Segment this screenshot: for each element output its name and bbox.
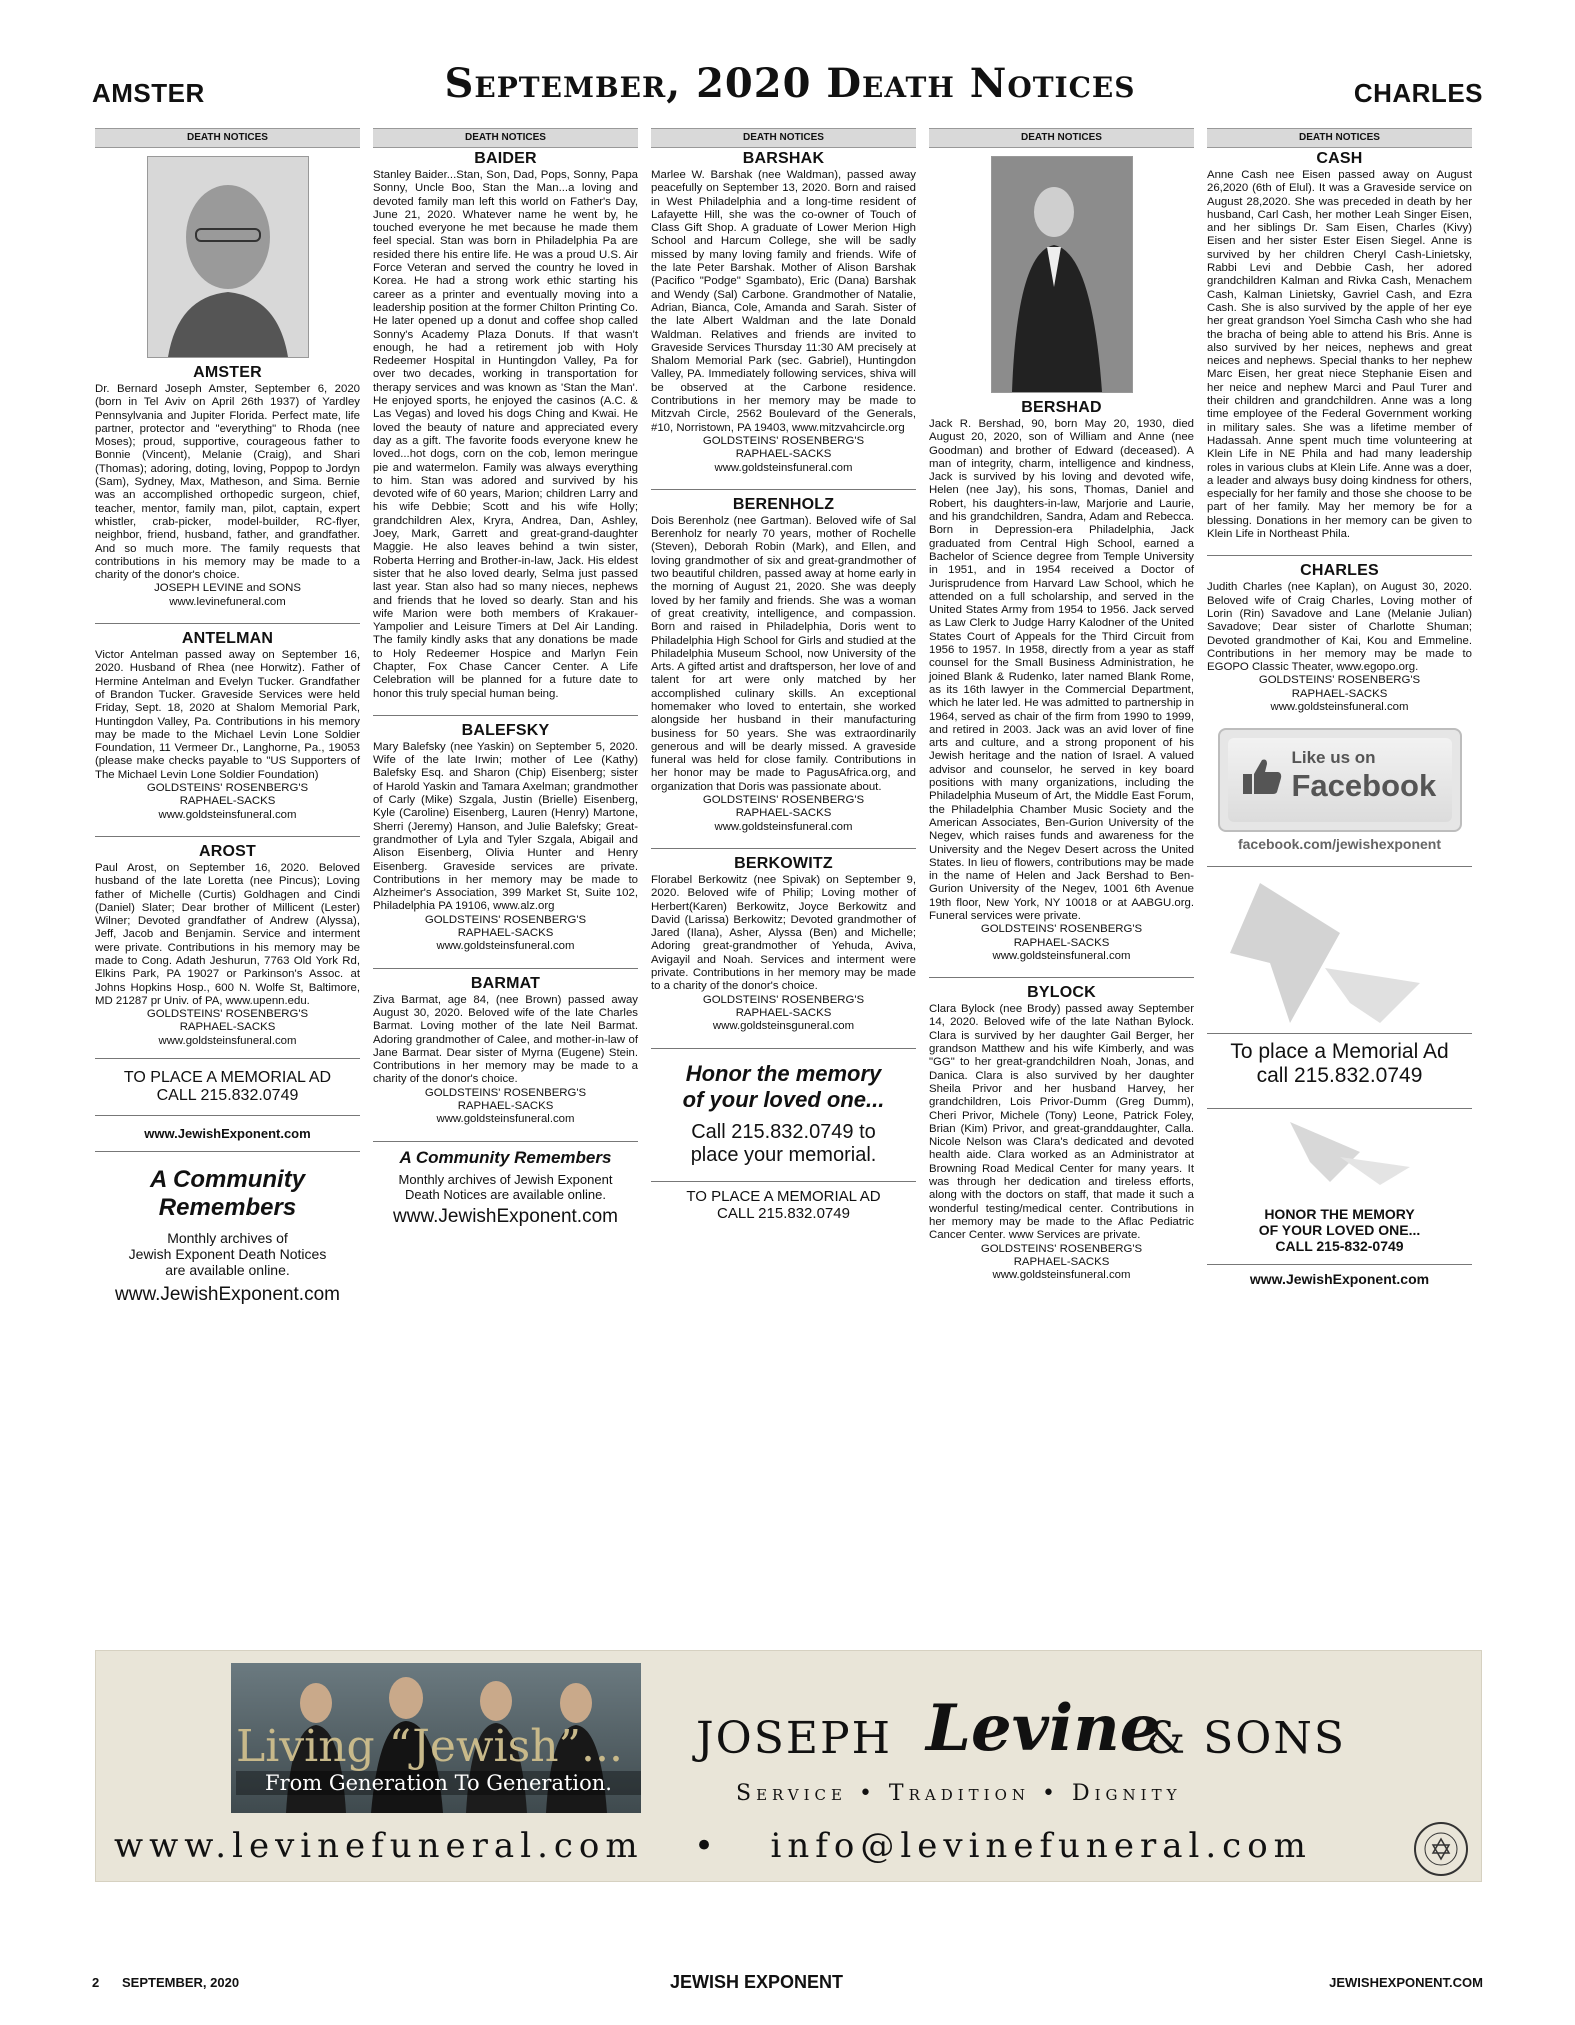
footer-page-number: 2 [92,1975,100,1990]
funeral-home-url: www.goldsteinsfuneral.com [714,820,853,833]
amster-photo [147,156,309,358]
column-bar: DEATH NOTICES [1207,128,1472,148]
funeral-home-sub: RAPHAEL-SACKS [1291,687,1388,700]
funeral-home: GOLDSTEINS' ROSENBERG'S [424,1086,587,1099]
banner-tagline: Service • Tradition • Dignity [736,1781,1182,1806]
memorial-ad-promo [1207,1040,1472,1287]
divider [651,489,916,490]
funeral-home-sub: RAPHAEL-SACKS [457,927,554,940]
notice-text-cash: Anne Cash nee Eisen passed away on August 26,2020 (6th of Elul). It was a Graveside service on August 28,2020. She was preceded in death by her husband, Carl Cash, her mother Leah Singer Eisen, and her siblings Dr. Sam Eisen, Charles (Kivy) Eisen and her sister Ester Eisen Siegel. Anne is survived by her children Cheryl Cash-Linietsky, Rabbi Levi and Debbie Cash, her adored grandchildren Kalman and Rivka Cash, Menachem Cash, Kalman Linietsky, Gavriel Cash, and Ezra Cash. She is also survived by the apple of her eye her great grandson Yoel Simcha Cash who she had the bracha of being able to attend his Bris. Anne is also survived by her neices, nephews and great neices and nephews. Special thanks to her nephew Marc Eisen, her great niece Stephanie Eisen and her neice and nephew Marci and Paul Turer and their children and grandchildren. Anne was a long time employee of the Federal Government working in military sales. She was a lifetime member of Hadassah. Anne spent much time volunteering at Klein Life in NE Phila and had many leadership roles in various clubs at Klein Life. Anne was a doer, a leader and always busy doing kindness for others, especially for her family and those she choose to be part of her family. May her memory be for a blessing. Donations in her memory can be given to Klein Life in Northeast Phila. [1207,169,1472,541]
facebook-promo[interactable] [1218,728,1462,832]
community-url[interactable]: www.JewishExponent.com [115,1284,340,1306]
funeral-home-sub: RAPHAEL-SACKS [1013,1255,1110,1268]
notice-name-amster: AMSTER [193,364,262,381]
honor-line-2: OF YOUR LOVED ONE... [1258,1222,1421,1239]
notice-name-berenholz: BERENHOLZ [732,495,835,513]
divider [1207,555,1472,556]
honor-line-1: HONOR THE MEMORY [1264,1206,1415,1223]
notice-name-berkowitz: BERKOWITZ [734,854,833,872]
notice-text-antelman: Victor Antelman passed away on September 16, 2020. Husband of Rhea (nee Horwitz). Father of Hermine Antelman and Evelyn Tucker. Grandfather of Brandon Tucker. Graveside Services were held Friday, Sept. 18, 2020 at Shalom Memorial Park, Huntingdon Valley, Pa. Contributions in his memory may be made to the Michael Levin Lone Soldier Foundation, 11 Vermeer Dr., Langhorne, Pa., 19053 (please make checks payable to "US Supporters of The Michael Levin Lone Soldier Foundation) [95,649,360,781]
funeral-home-sub: RAPHAEL-SACKS [179,1021,276,1034]
honor-promo [651,1061,916,1222]
funeral-home-url: www.levinefuneral.com [169,595,286,608]
notice-text-charles: Judith Charles (nee Kaplan), on August 30, 2020. Beloved wife of Craig Charles, Loving mother of Lorin (Rin) Savadove and Lane (Melanie Julian) Savadove; Dear sister of Charlotte Shuman; Devoted grandmother of Kai, Kou and Emmeline. Contributions in her memory may be made to EGOPO Classic Theater, www.egopo.org. [1207,581,1472,674]
header-left-name: AMSTER [92,78,205,108]
notice-text-berkowitz: Florabel Berkowitz (nee Spivak) on September 9, 2020. Beloved wife of Philip; Loving mother of Herbert(Karen) Berkowitz, Joyce Berkowitz and David (Larissa) Berkowitz; Devoted grandmother of Jared (Ilana), Asher, Alyssa (Ben) and Michelle; Adoring great-grandmother of Yehuda, Aviva, Avigayil and Noah. Services and interment were private. Contributions in her memory may be made to a charity of the donor's choice. [651,873,916,993]
divider [929,977,1194,978]
funeral-home-url: www.goldsteinsfuneral.com [436,1113,575,1126]
divider [95,623,360,624]
community-title: A Community Remembers [399,1147,612,1167]
community-line-1: Monthly archives of [167,1230,288,1247]
divider [1207,1033,1472,1034]
community-promo [373,1148,638,1228]
notice-name-barshak: BARSHAK [742,150,825,167]
funeral-home: GOLDSTEINS' ROSENBERG'S [146,1008,309,1021]
column-3 [651,128,916,1222]
divider [95,1058,360,1059]
notice-name-balefsky: BALEFSKY [461,721,550,739]
notice-text-amster: Dr. Bernard Joseph Amster, September 6, 2020 (born in Tel Aviv on April 26th 1937) of Yardley Pennsylvania and Jupiter Florida. Perfect mate, life partner, protector and "everything" to Rhoda (nee Moses); proud, supportive, courageous father to Bonnie (Vincent), Melanie (Craig), and Shari (Thomas); adoring, doting, loving, Poppop to Jordyn (Sam), Sydney, Max, Matheson, and Sima. Bernie was an accomplished orthopedic surgeon, chief, teacher, mentor, family man, pilot, captain, expert whistler, crab-picker, model-builder, RC-flyer, neighbor, friend, husband, father, and grandfather. And so much more. The family requests that contributions in his memory may be made to a charity of the donor's choice. [95,383,360,582]
honor-line-3: Call 215.832.0749 to [691,1120,876,1143]
memorial-line-2: call 215.832.0749 [1256,1064,1423,1088]
funeral-home-sub: RAPHAEL-SACKS [1013,936,1110,949]
banner-living-jewish: Living “Jewish”... [236,1721,623,1772]
funeral-home-url: www.goldsteinsfuneral.com [158,1034,297,1047]
notice-text-bershad: Jack R. Bershad, 90, born May 20, 1930, died August 20, 2020, son of William and Anne (nee Goodman) and brother of Edward (deceased). A man of integrity, charm, intelligence and kindness, Jack is survived by his loving and devoted wife, Helen (nee Jay), his sons, Thomas, Daniel and Robert, his daughters-in-law, Marjorie and Laurie, and his grandchildren, Sandra, Adam and Rebecca. Born in Depression-era Philadelphia, Jack graduated from Central High School, earned a Bachelor of Science degree from Temple University in 1951, and in 1954 received a Doctor of Jurisprudence from Harvard Law School, which he attended on a full scholarship, and served in the United States Army from 1954 to 1956. Jack served as Law Clerk to Judge Harry Kalodner of the United States Court of Appeals for the Third Circuit from 1956 to 1957. In 1958, directly from a year as staff counsel for the Small Business Administration, he joined Blank & Rudenko, later named Blank Rome, as its 16th lawyer in the Commercial Department, which he later led. He was admitted to partnership in 1964, served as chair of the firm from 1990 to 1999, and retired in 2003. Jack was an avid lover of fine arts and culture, and a strong proponent of his Jewish heritage and the nation of Israel. A valued advisor and counselor, he served in key board positions with many organizations, including the Philadelphia Museum of Art, the Middle East Forum, the Philadelphia Chamber Music Society and the American Associates, Ben-Gurion University of the Negev, which raises funds and awareness for the University and the Negev Desert across the United States. In lieu of flowers, contributions may be made in the name of Helen and Jack Bershad to Ben-Gurion University of the Negev, 1001 6th Avenue 19th floor, New York, NY 10018 or at AABGU.org. Funeral services were private. [929,418,1194,922]
promo-line-2: CALL 215.832.0749 [717,1204,850,1222]
footer-publication: JEWISH EXPONENT [670,1972,844,1992]
funeral-home-url: www.goldsteinsfuneral.com [714,461,853,474]
thumbs-up-icon [1240,754,1284,798]
column-bar: DEATH NOTICES [929,128,1194,148]
honor-line-1: Honor the memory [685,1060,882,1086]
memorial-line-1: To place a Memorial Ad [1230,1040,1449,1064]
notice-name-baider: BAIDER [474,150,537,167]
notice-name-antelman: ANTELMAN [181,630,274,648]
divider [373,968,638,969]
notice-text-barmat: Ziva Barmat, age 84, (nee Brown) passed away August 30, 2020. Beloved wife of the late Charles Barmat. Loving mother of the late Neil Barmat. Adoring grandmother of Calee, and mother-in-law of Jane Barmat. Dear sister of Myrna (Eugene) Stein. Contributions in her memory may be made to a charity of the donor's choice. [373,993,638,1086]
funeral-home-sub: RAPHAEL-SACKS [179,795,276,808]
column-bar: DEATH NOTICES [651,128,916,148]
community-line-3: are available online. [165,1262,290,1279]
exponent-url[interactable]: www.JewishExponent.com [1249,1271,1430,1288]
levine-banner-ad[interactable] [95,1650,1482,1882]
banner-sons: & SONS [1146,1713,1347,1764]
seal-icon [1413,1821,1469,1877]
promo-line-1: TO PLACE A MEMORIAL AD [123,1069,332,1087]
promo-line-2: CALL 215.832.0749 [156,1087,299,1105]
column-5 [1207,128,1472,1287]
funeral-home: GOLDSTEINS' ROSENBERG'S [1258,674,1421,687]
column-bar: DEATH NOTICES [95,128,360,148]
footer-date: SEPTEMBER, 2020 [122,1975,240,1990]
funeral-home-url: www.goldsteinsguneral.com [712,1020,855,1033]
divider [1207,866,1472,867]
star-graphic-small [1260,1117,1420,1187]
memorial-ad-promo [95,1069,360,1306]
header-right-name: CHARLES [1353,78,1483,108]
column-2 [373,128,638,1228]
notice-text-arost: Paul Arost, on September 16, 2020. Beloved husband of the late Loretta (nee Pincus); Loving father of Michelle (Curtis) Goldhagen and Cindi (Daniel) Slater; Dear brother of Millicent (Lester) Wilner; Devoted grandfather of Andrew (Alyssa), Jeff, Jacob and Benjamin. Service and interment were private. Contributions in his memory may be made to Cong. Adath Jeshurun, 7763 Old York Rd, Elkins Park, PA 19027 or Parkinson's Assoc. at Johns Hopkins Hosp., 600 N. Wolfe St, Baltimore, MD 21287 pr Univ. of PA, www.upenn.edu. [95,861,360,1007]
honor-line-4: place your memorial. [690,1143,877,1166]
column-bar: DEATH NOTICES [373,128,638,148]
banner-web-email[interactable]: www.levinefuneral.com • info@levinefuneral.com [114,1826,1312,1866]
community-line-2: Death Notices are available online. [405,1186,606,1202]
notice-text-berenholz: Dois Berenholz (nee Gartman). Beloved wife of Sal Berenholz for nearly 70 years, mother of Rochelle (Steven), Deborah Robin (Mark), and Ellen, and loving grandmother of six and great-grandmother of two beautiful children, passed away at home early in the morning of August 21, 2020. She was deeply loved by her family and friends. She was a woman of great creativity, intelligence, and compassion. Born and raised in Philadelphia, Doris went to Philadelphia High School for Girls and studied at the Philadelphia Museum School, now University of the Arts. A gifted artist and draftsperson, her love of and talent for art were only matched by her accomplished culinary skills. An exceptional homemaker who loved to entertain, she worked alongside her husband in their manufacturing business for 50 years. She was extraordinarily generous and will be dearly missed. A graveside funeral was held for close family. Contributions in her honor may be made to PagusAfrica.org, and organization that Doris was passionate about. [651,514,916,793]
notice-name-bershad: BERSHAD [1021,399,1102,416]
funeral-home: GOLDSTEINS' ROSENBERG'S [702,434,865,447]
banner-joseph: JOSEPH [696,1713,892,1764]
funeral-home-sub: RAPHAEL-SACKS [735,448,832,461]
facebook-line-1: Like us on [1291,748,1376,768]
banner-levine: Levine [926,1691,1161,1766]
community-url[interactable]: www.JewishExponent.com [393,1205,618,1227]
honor-line-3: CALL 215-832-0749 [1275,1238,1404,1255]
notice-name-charles: CHARLES [1300,562,1379,580]
funeral-home: JOSEPH LEVINE and SONS [154,582,301,595]
column-1 [95,128,360,1306]
divider [651,1048,916,1049]
notice-name-cash: CASH [1316,150,1363,167]
funeral-home: GOLDSTEINS' ROSENBERG'S [980,923,1143,936]
page-title: September, 2020 Death Notices [444,60,1136,107]
funeral-home-sub: RAPHAEL-SACKS [457,1100,554,1112]
funeral-home: GOLDSTEINS' ROSENBERG'S [980,1242,1143,1255]
community-line-1: Monthly archives of Jewish Exponent [398,1171,613,1187]
promo-url[interactable]: www.JewishExponent.com [144,1126,311,1142]
honor-line-2: of your loved one... [682,1086,885,1112]
divider [373,1141,638,1142]
notice-name-arost: AROST [199,842,256,860]
promo-line-1: TO PLACE A MEMORIAL AD [686,1187,881,1205]
notice-name-barmat: BARMAT [470,974,541,992]
notice-text-barshak: Marlee W. Barshak (nee Waldman), passed away peacefully on September 13, 2020. Born and raised in West Philadelphia and a long-time resident of Lafayette Hill, she was the co-owner of Touch of Class Gift Shop. A graduate of Lower Merion High School and Harcum College, she will be sadly missed by many loving family and friends. Wife of the late Peter Barshak. Mother of Alison Barshak (Pacifico "Podge" Sgambato), Eric (Dana) Barshak and Wendy (Sal) Carbone. Grandmother of Natalie, Adrian, Bianca, Cole, Amanda and Sarah. Sister of the late Albert Waldman and the late Donald Waldman. Relatives and friends are invited to Graveside Services Thursday 11:30 AM precisely at Shalom Memorial Park (sec. Gabriel), Huntingdon Valley, PA. Immediately following services, shiva will be observed at the Carbone residence. Contributions in her memory may be made to Mitzvah Circle, 2562 Boulevard of the Generals, #10, Norristown, PA 19403, www.mitzvahcircle.org [651,169,916,434]
banner-generation: From Generation To Generation. [236,1771,641,1795]
notice-text-bylock: Clara Bylock (nee Brody) passed away September 14, 2020. Beloved wife of the late Nathan Bylock. Clara is survived by her daughter Gail Berger, her grandson Matthew and his wife Kimberly, and was "GG" to her great-grandchildren Noah, Jonas, and Danica. Clara is also survived by her daughter Sheila Privor and her husband Harvey, her grandchildren, Lois Privor-Dumm (Greg Dumm), Cheri Privor, Michele (Tony) Leone, Patrick Foley, Brian (Kim) Privor, and great-granddaughter, Calla. Nicole Nelson was Clara's dedicated and devoted health aide. Clara worked as an Administrator at Browning Road Medical Center for many years. It was through her dedication and tireless efforts, along with the doctors on staff, that made it such a wonderful testing/medical center. Contributions in her memory may be made to the Aflac Pediatric Cancer Center. www Services are private. [929,1003,1194,1242]
funeral-home-sub: RAPHAEL-SACKS [735,807,832,820]
funeral-home-url: www.goldsteinsfuneral.com [158,808,297,821]
community-line-2: Jewish Exponent Death Notices [128,1246,327,1263]
divider [373,715,638,716]
funeral-home: GOLDSTEINS' ROSENBERG'S [702,794,865,807]
facebook-url[interactable]: facebook.com/jewishexponent [1237,836,1442,853]
funeral-home-url: www.goldsteinsfuneral.com [992,949,1131,962]
star-of-david-graphic [1230,873,1450,1033]
community-title-2: Remembers [158,1194,297,1222]
funeral-home: GOLDSTEINS' ROSENBERG'S [146,782,309,795]
column-4 [929,128,1194,1282]
funeral-home: GOLDSTEINS' ROSENBERG'S [702,993,865,1006]
divider [95,836,360,837]
community-title-1: A Community [149,1166,306,1194]
notice-text-balefsky: Mary Balefsky (nee Yaskin) on September 5, 2020. Wife of the late Irwin; mother of Lee (Kathy) Balefsky Esq. and Sharon (Chip) Eisenberg; sister of Harold Yaskin and Tamara Axelman; grandmother of Carly (Mike) Szgala, Justin (Brielle) Eisenberg, Kyle (Caroline) Eisenberg, Lauren (Henry) Martone, Sherri (Jeremy) Hanson, and Julie Balefsky; Great-grandmother of Lyla and Tyler Szgala, Abigail and Alison Eisenberg, Olivia Hunter and Henry Eisenberg. Graveside services are private. Contributions in her memory may be made to Alzheimer's Association, 399 Market St, Suite 102, Philadelphia PA 19106, www.alz.org [373,740,638,913]
funeral-home-url: www.goldsteinsfuneral.com [436,940,575,953]
divider [651,848,916,849]
funeral-home-sub: RAPHAEL-SACKS [735,1006,832,1019]
bershad-photo [991,156,1133,393]
funeral-home-url: www.goldsteinsfuneral.com [992,1269,1131,1282]
notice-text-baider: Stanley Baider...Stan, Son, Dad, Pops, Sonny, Papa Sonny, Uncle Boo, Stan the Man...a loving and devoted family man left this world on Father's Day, June 21, 2020. Whatever name he went by, he touched everyone he met because he made them feel special. Stan was born in Philadelphia Pa are resided there his entire life. He was a proud U.S. Air Force Veteran and served the country he loved in Korea. He had a strong work ethic starting his career as a printer and eventually moving into a leadership position at the former Chilton Printing Co. He later opened up a donut and coffee shop called Sonny's Academy Plaza Donuts. If that wasn't enough, he had a retirement job with Holy Redeemer Hospital in Huntingdon Valley, Pa for over two decades, working in transportation for therapy services and was known as 'Stan the Man'. He enjoyed sports, he enjoyed the casinos (A.C. & Las Vegas) and loved his dogs Ching and Kwai. He loved the beauty of nature and appreciated every day as a gift. The favorite foods everyone knew he loved...hot dogs, corn on the cob, lemon meringue pie and watermelon. Family was always everything to him. Stan was adored and survived by his devoted wife of 60 years, Marion; children Larry and his wife Debbie; Scott and his wife Holly; grandchildren Alex, Kryra, Andrea, Dan, Ashley, Joey, Mark, Garrett and great-grand-daughter Maggie. He also leaves behind a twin sister, Roberta Herring and Brother-in-law, Jack. His eldest sister that he also loved dearly, Selma just passed last year. Stan also had so many nieces, nephews and friends that he loved so dearly. Stan and his wife Marion were both members of Krakauer-Yampolier and Leisure Timers at Del Air Landing. The family kindly asks that any donations be made to Holy Redeemer Hospice and Marlyn Fein Chapter, Fox Chase Cancer Center. A Life Celebration will be planned for a future date to honor this truly special human being. [373,169,638,700]
funeral-home-url: www.goldsteinsfuneral.com [1270,700,1409,713]
funeral-home: GOLDSTEINS' ROSENBERG'S [424,913,587,926]
footer-site[interactable]: JEWISHEXPONENT.COM [1329,1975,1483,1990]
facebook-line-2: Facebook [1291,768,1437,804]
notice-name-bylock: BYLOCK [1027,984,1096,1002]
